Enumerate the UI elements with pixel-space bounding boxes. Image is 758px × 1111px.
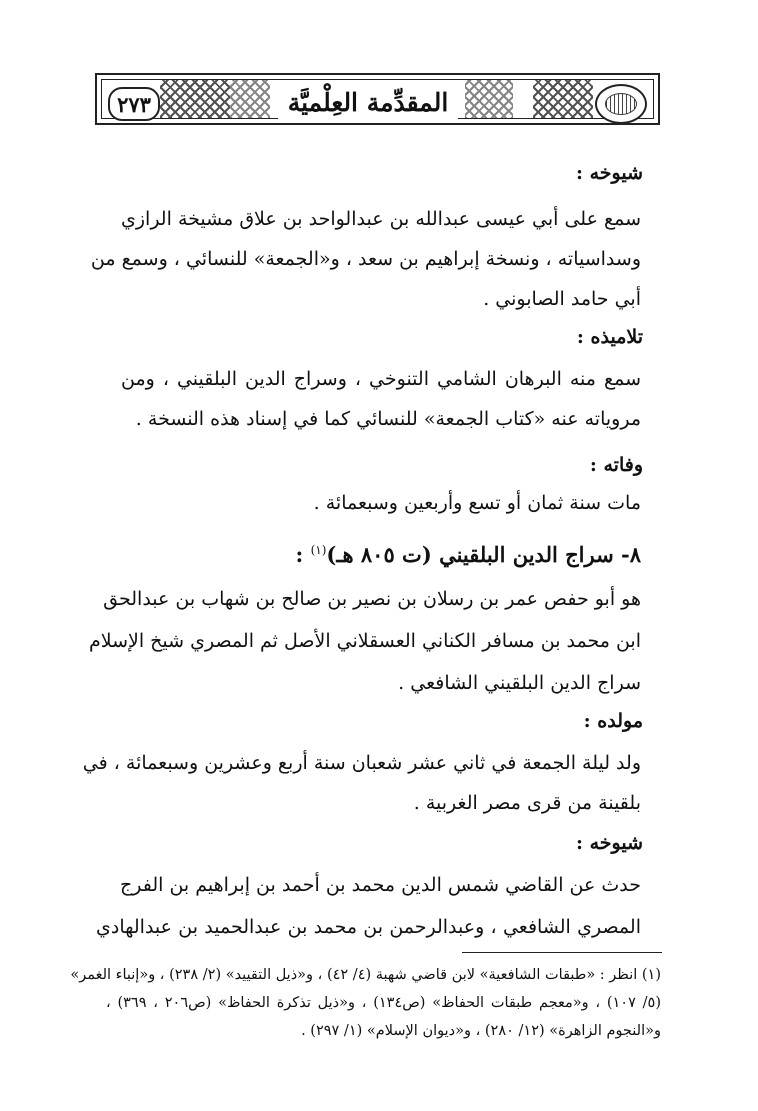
section-heading-shuyukh-2: شيوخه : (575, 832, 643, 854)
publisher-medallion-icon (595, 84, 647, 124)
text-line: ولد ليلة الجمعة في ثاني عشر شعبان سنة أربع وعشرين وسبعمائة ، في (82, 752, 641, 774)
text-line: المصري الشافعي ، وعبدالرحمن بن محمد بن عبدالحميد بن عبدالهادي (96, 916, 641, 938)
page-header (95, 73, 660, 125)
text-line: سراج الدين البلقيني الشافعي . (398, 672, 641, 694)
footnote-line: (١) انظر : «طبقات الشافعية» لابن قاضي شهبة (٤/ ٤٢) ، و«ذيل التقييد» (٢/ ٢٣٨) ، و«إنباء الغمر» (70, 967, 661, 983)
text-line: مروياته عنه «كتاب الجمعة» للنسائي كما في إسناد هذه النسخة . (135, 408, 641, 430)
page-number: ٢٧٣ (108, 87, 160, 121)
section-heading-shuyukh: شيوخه : (575, 162, 643, 184)
section-heading-mawlid: مولده : (583, 710, 643, 732)
text-line: حدث عن القاضي شمس الدين محمد بن أحمد بن إبراهيم بن الفرج (120, 874, 641, 896)
text-line: هو أبو حفص عمر بن رسلان بن نصير بن صالح بن شهاب بن عبدالحق (103, 588, 641, 610)
text-line: بلقينة من قرى مصر الغربية . (413, 792, 641, 814)
footnote-divider (462, 952, 662, 953)
text-line: ابن محمد بن مسافر الكناني العسقلاني الأصل ثم المصري شيخ الإسلام (88, 630, 641, 652)
ornament-pattern-right (533, 80, 593, 118)
footnote-line: و«النجوم الزاهرة» (١٢/ ٢٨٠) ، و«ديوان الإسلام» (١/ ٢٩٧) . (301, 1023, 661, 1039)
entry-heading-colon: : (295, 542, 304, 567)
entry-heading-text: ٨- سراج الدين البلقيني (ت ٨٠٥ هـ) (326, 542, 641, 567)
entry-heading (296, 532, 641, 573)
ornament-pattern-left-inner (230, 80, 270, 118)
section-heading-wafat: وفاته : (589, 454, 643, 476)
section-heading-talamidh: تلاميذه : (576, 326, 643, 348)
footnote-marker: (١) (310, 543, 327, 557)
header-frame (101, 79, 654, 119)
text-line: سمع على أبي عيسى عبدالله بن عبدالواحد بن علاق مشيخة الرازي (121, 208, 641, 230)
text-line: وسداسياته ، ونسخة إبراهيم بن سعد ، و«الجمعة» للنسائي ، وسمع من (90, 248, 641, 270)
running-title: المقدِّمة العِلْميَّة (278, 82, 458, 122)
text-line: سمع منه البرهان الشامي التنوخي ، وسراج الدين البلقيني ، ومن (121, 368, 641, 390)
text-line: أبي حامد الصابوني . (483, 288, 641, 310)
text-line: مات سنة ثمان أو تسع وأربعين وسبعمائة . (313, 492, 641, 514)
ornament-pattern-left (160, 80, 230, 118)
ornament-pattern-right-inner (465, 80, 513, 118)
footnote-line: (٥/ ١٠٧) ، و«معجم طبقات الحفاظ» (ص١٣٤) ، و«ذيل تذكرة الحفاظ» (ص٢٠٦ ، ٣٦٩) ، (106, 995, 662, 1011)
